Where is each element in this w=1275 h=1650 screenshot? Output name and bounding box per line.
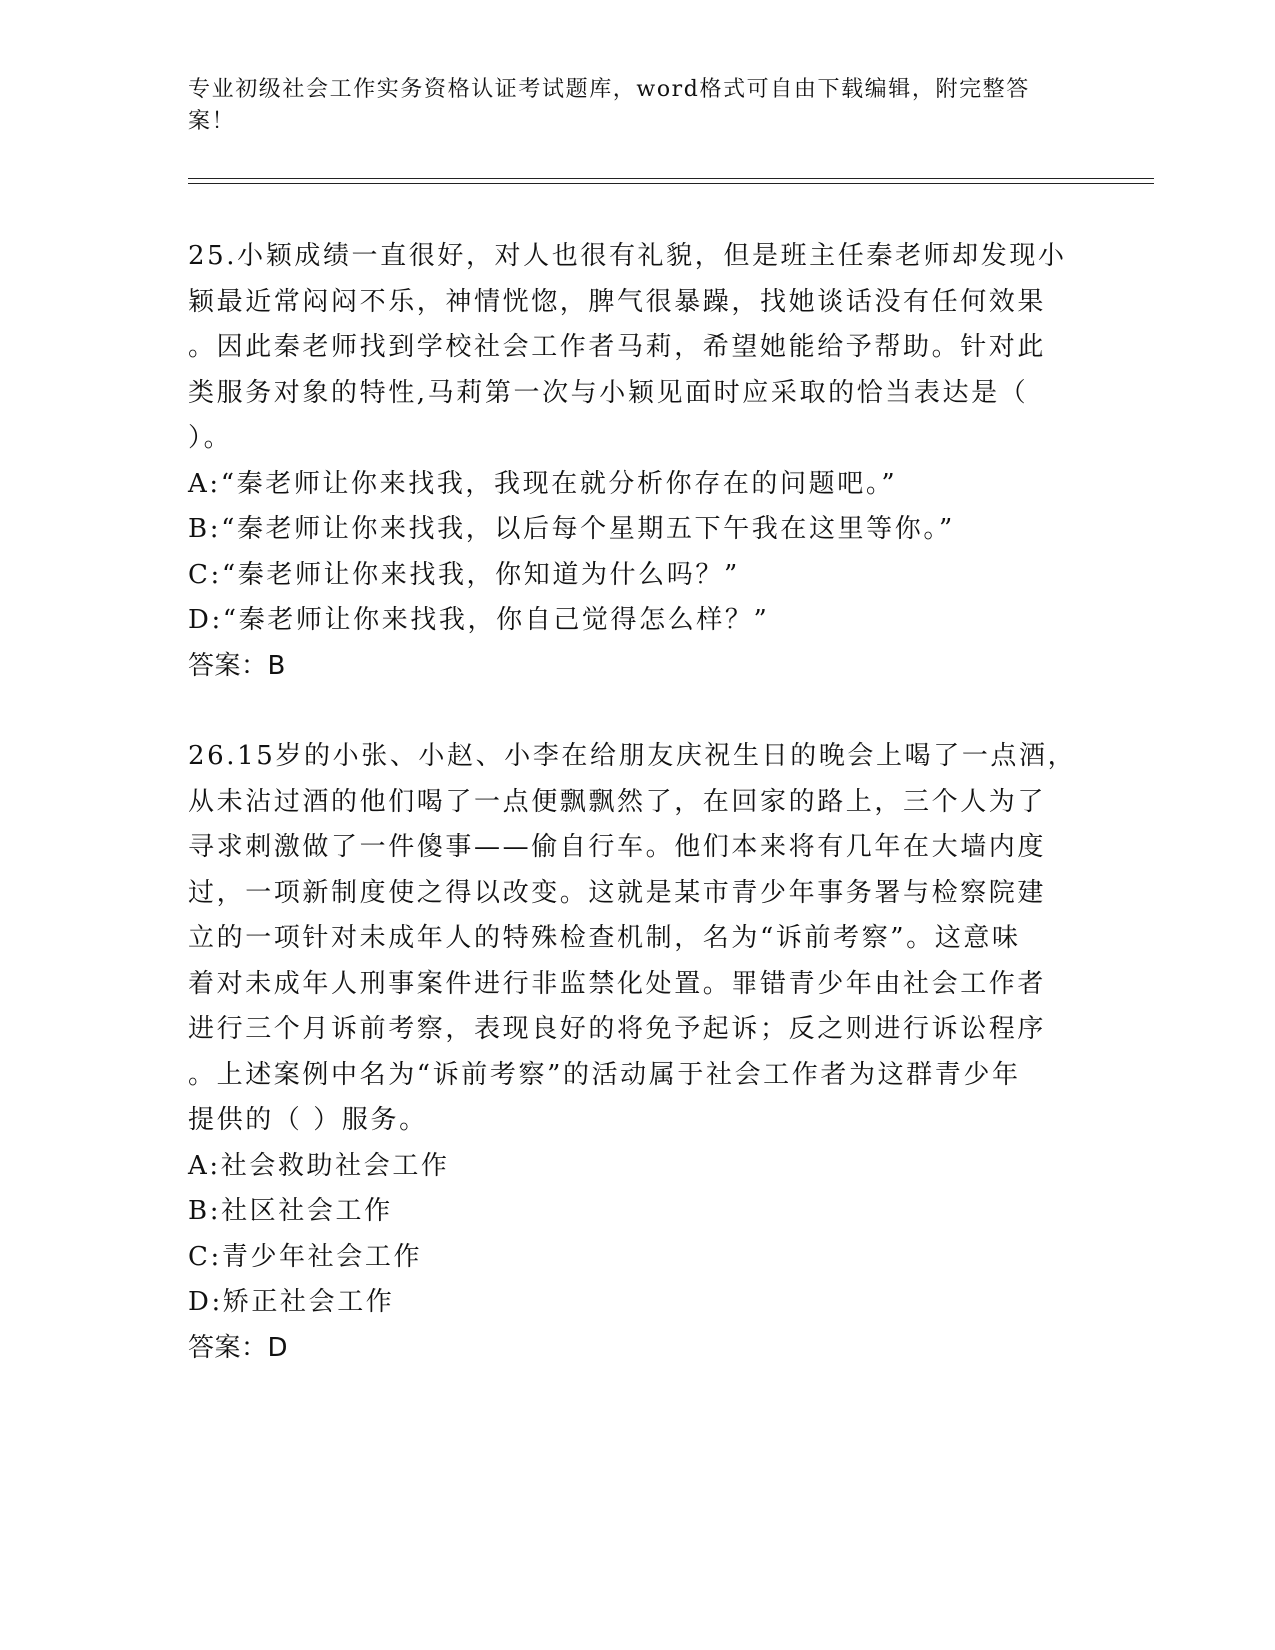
question-25-option-b: B:“秦老师让你来找我，以后每个星期五下午我在这里等你。” — [188, 514, 955, 544]
question-26-option-c: C:青少年社会工作 — [188, 1241, 423, 1272]
question-25-stem-line: ）。 — [188, 423, 233, 453]
question-25-option-a: A:“秦老师让你来找我，我现在就分析你存在的问题吧。” — [188, 468, 898, 499]
question-25 — [188, 234, 1088, 689]
question-25-option-d: D:“秦老师让你来找我，你自己觉得怎么样？” — [188, 605, 770, 635]
question-26-answer: 答案：D — [188, 1332, 289, 1363]
question-26-stem-line: 。上述案例中名为“诉前考察”的活动属于社会工作者为这群青少年 — [188, 1059, 1021, 1090]
question-25-stem-line: 。因此秦老师找到学校社会工作者马莉，希望她能给予帮助。针对此 — [188, 332, 1047, 362]
question-25-answer: 答案：B — [188, 650, 286, 681]
header-divider-bottom — [188, 183, 1154, 184]
question-25-stem-line: 颖最近常闷闷不乐，神情恍惚，脾气很暴躁，找她谈话没有任何效果 — [188, 286, 1047, 317]
question-25-option-c: C:“秦老师让你来找我，你知道为什么吗？” — [188, 559, 740, 590]
question-25-stem-line: 类服务对象的特性,马莉第一次与小颖见面时应采取的恰当表达是（ — [188, 377, 1029, 408]
question-26-option-a: A:社会救助社会工作 — [188, 1150, 450, 1181]
question-26-stem-line: 26.15岁的小张、小赵、小李在给朋友庆祝生日的晚会上喝了一点酒， — [188, 741, 1077, 771]
question-26-stem-line: 过，一项新制度使之得以改变。这就是某市青少年事务署与检察院建 — [188, 877, 1047, 908]
question-26-stem-line: 进行三个月诉前考察，表现良好的将免予起诉；反之则进行诉讼程序 — [188, 1014, 1047, 1044]
question-26-stem-line: 着对未成年人刑事案件进行非监禁化处置。罪错青少年由社会工作者 — [188, 968, 1047, 999]
question-26-option-b: B:社区社会工作 — [188, 1196, 393, 1226]
question-26-stem-line: 立的一项针对未成年人的特殊检查机制，名为“诉前考察”。这意味 — [188, 923, 1021, 953]
question-26-stem-line: 从未沾过酒的他们喝了一点便飘飘然了，在回家的路上，三个人为了 — [188, 786, 1047, 817]
document-header: 专业初级社会工作实务资格认证考试题库，word格式可自由下载编辑，附完整答案！ — [188, 77, 1030, 134]
question-26-option-d: D:矫正社会工作 — [188, 1287, 395, 1317]
question-26-stem-line: 寻求刺激做了一件傻事——偷自行车。他们本来将有几年在大墙内度 — [188, 832, 1047, 862]
question-26 — [188, 734, 1088, 1371]
question-26-stem-line: 提供的（ ）服务。 — [188, 1105, 428, 1135]
header-divider-top — [188, 178, 1154, 179]
question-25-stem-line: 25.小颖成绩一直很好，对人也很有礼貌，但是班主任秦老师却发现小 — [188, 241, 1067, 271]
